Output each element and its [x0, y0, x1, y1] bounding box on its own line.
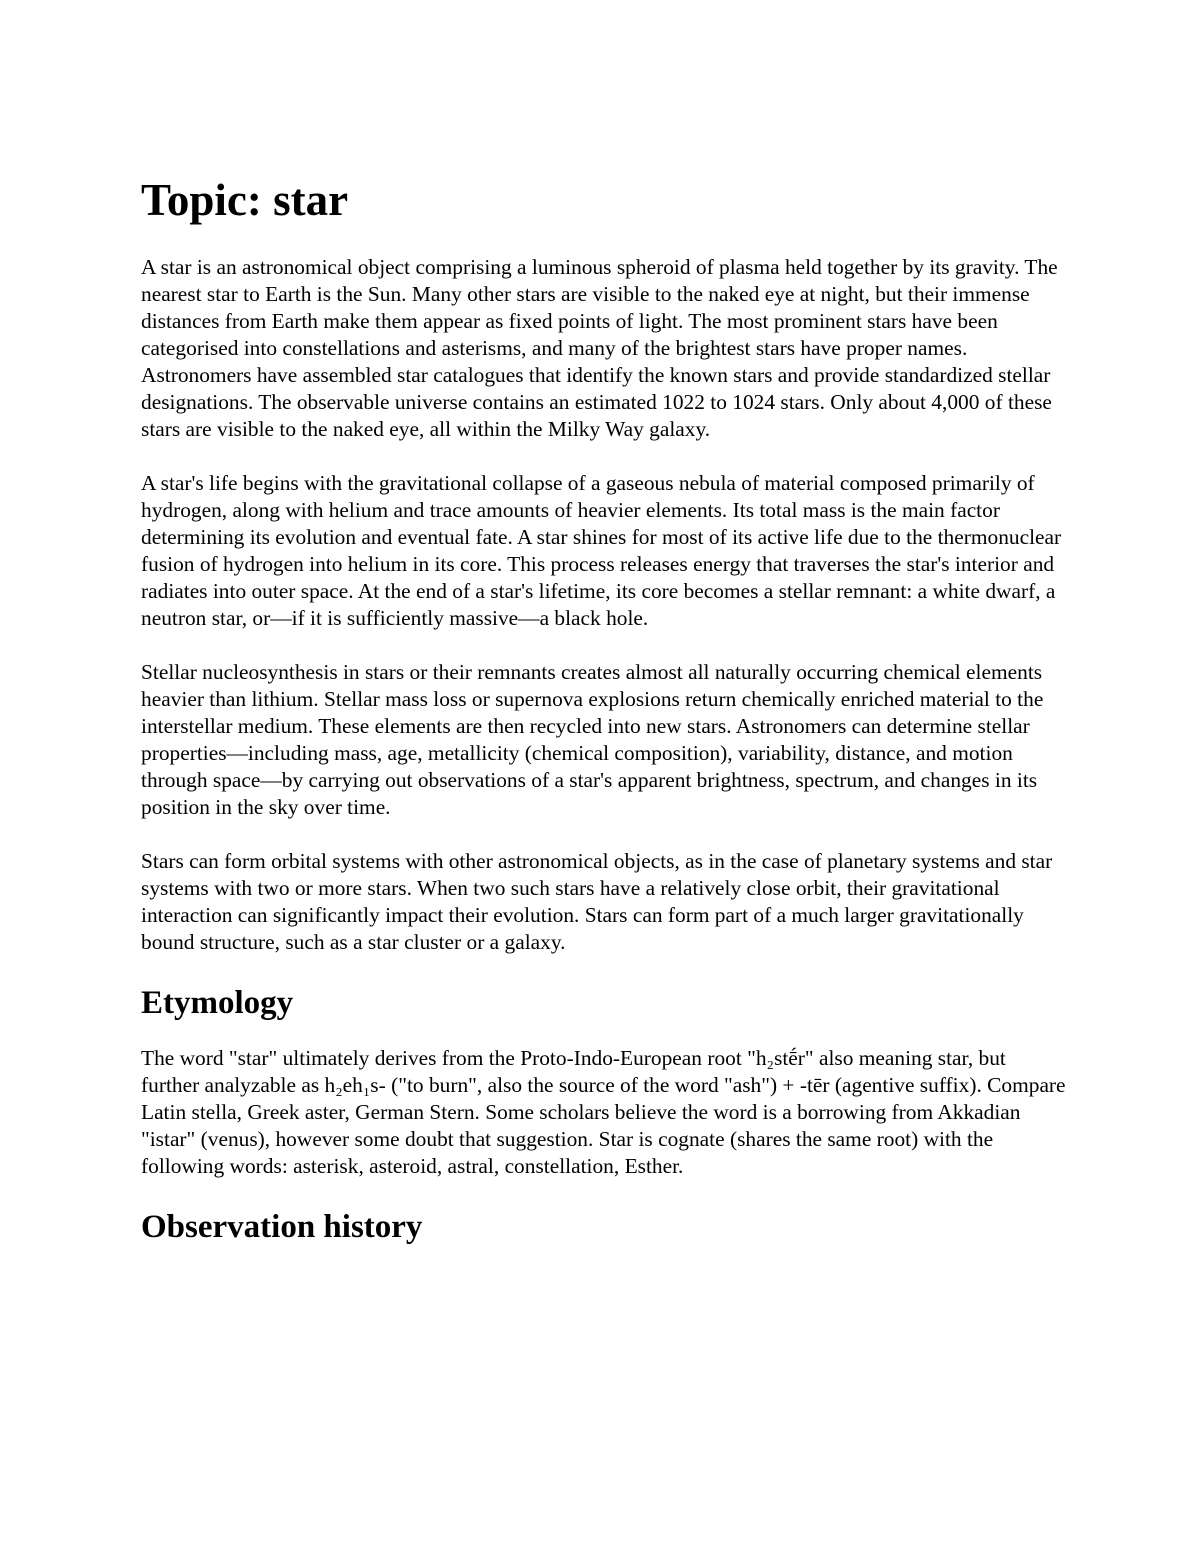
page-title: Topic: star	[141, 175, 349, 225]
document-body	[141, 172, 1066, 1269]
section-heading-etymology: Etymology	[141, 985, 294, 1021]
intro-paragraph-3: Stellar nucleosynthesis in stars or their remnants creates almost all naturally occurring chemical elements heavier than lithium. Stellar mass loss or supernova explosions return chemically enriched material to the interstellar medium. These elements are then recycled into new stars. Astronomers can determine stellar properties—including mass, age, metallicity (chemical composition), variability, distance, and motion through space—by carrying out observations of a star's apparent brightness, spectrum, and changes in its position in the sky over time.	[141, 660, 1044, 819]
intro-paragraph-4: Stars can form orbital systems with other astronomical objects, as in the case of planetary systems and star systems with two or more stars. When two such stars have a relatively close orbit, their gravitational interaction can significantly impact their evolution. Stars can form part of a much larger gravitationally bound structure, such as a star cluster or a galaxy.	[141, 849, 1053, 954]
section-heading-observation-history: Observation history	[141, 1209, 423, 1245]
etymology-paragraph-1: The word "star" ultimately derives from the Proto-Indo-European root "h₂stḗr" also meaning star, but further analyzable as h₂eh₁s- ("to burn", also the source of the word "ash") + -tēr (agentive suffix). Compare Latin stella, Greek aster, German Stern. Some scholars believe the word is a borrowing from Akkadian "istar" (venus), however some doubt that suggestion. Star is cognate (shares the same root) with the following words: asterisk, asteroid, astral, constellation, Esther.	[141, 1046, 1066, 1178]
intro-paragraph-1: A star is an astronomical object comprising a luminous spheroid of plasma held together by its gravity. The nearest star to Earth is the Sun. Many other stars are visible to the naked eye at night, but their immense distances from Earth make them appear as fixed points of light. The most prominent stars have been categorised into constellations and asterisms, and many of the brightest stars have proper names. Astronomers have assembled star catalogues that identify the known stars and provide standardized stellar designations. The observable universe contains an estimated 1022 to 1024 stars. Only about 4,000 of these stars are visible to the naked eye, all within the Milky Way galaxy.	[141, 255, 1058, 441]
intro-paragraph-2: A star's life begins with the gravitational collapse of a gaseous nebula of material composed primarily of hydrogen, along with helium and trace amounts of heavier elements. Its total mass is the main factor determining its evolution and eventual fate. A star shines for most of its active life due to the thermonuclear fusion of hydrogen into helium in its core. This process releases energy that traverses the star's interior and radiates into outer space. At the end of a star's lifetime, its core becomes a stellar remnant: a white dwarf, a neutron star, or—if it is sufficiently massive—a black hole.	[141, 471, 1062, 630]
